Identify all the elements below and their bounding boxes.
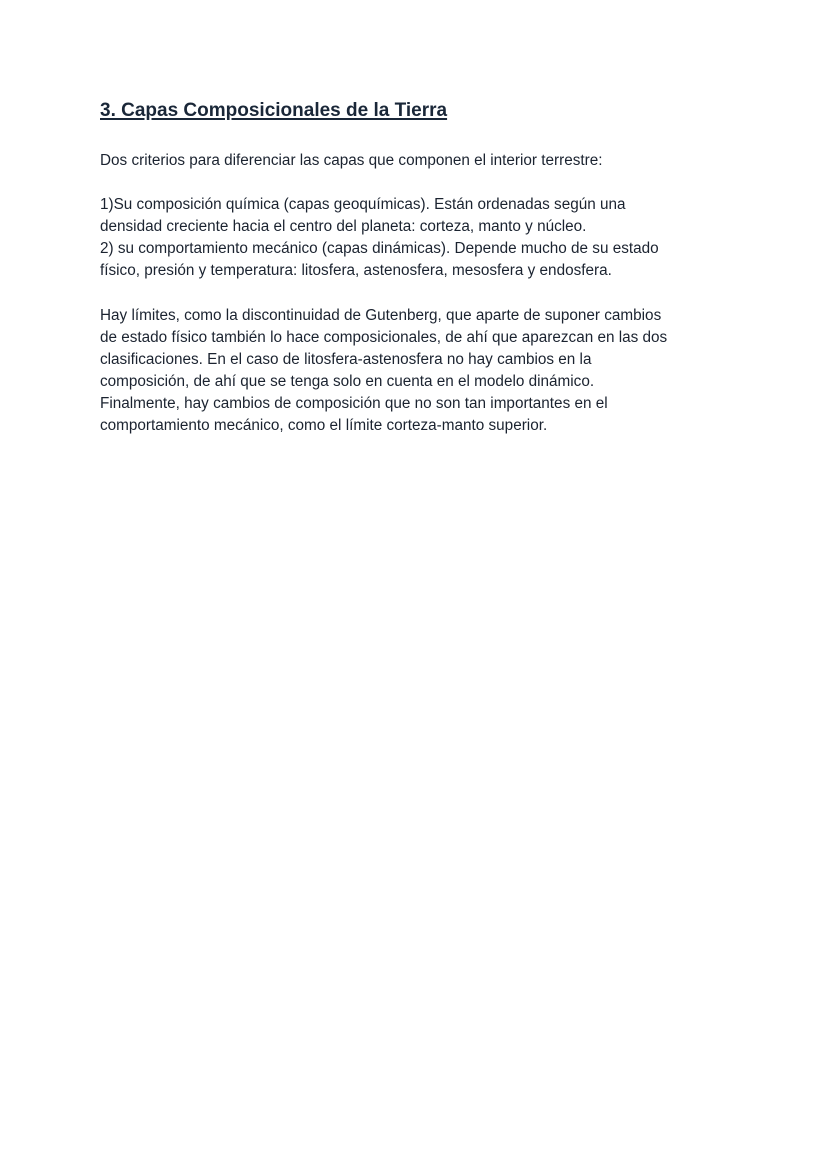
section-heading: 3. Capas Composicionales de la Tierra — [100, 100, 448, 121]
text-line: Hay límites, como la discontinuidad de Gutenberg, que aparte de suponer cambios — [100, 307, 662, 324]
text-line: Finalmente, hay cambios de composición que no son tan importantes en el — [100, 395, 608, 412]
text-line: clasificaciones. En el caso de litosfera-astenosfera no hay cambios en la — [100, 351, 592, 368]
text-line: comportamiento mecánico, como el límite corteza-manto superior. — [100, 417, 548, 434]
text-line: 2) su comportamiento mecánico (capas dinámicas). Depende mucho de su estado — [100, 240, 659, 257]
text-line: composición, de ahí que se tenga solo en cuenta en el modelo dinámico. — [100, 373, 595, 390]
text-line: de estado físico también lo hace composicionales, de ahí que aparezcan en las dos — [100, 329, 668, 346]
limits-paragraph — [100, 305, 667, 437]
text-line: físico, presión y temperatura: litosfera, astenosfera, mesosfera y endosfera. — [100, 262, 612, 279]
criteria-paragraph — [100, 194, 659, 282]
text-line: Dos criterios para diferenciar las capas que componen el interior terrestre: — [100, 152, 603, 169]
text-line: densidad creciente hacia el centro del planeta: corteza, manto y núcleo. — [100, 218, 587, 235]
text-line: 1)Su composición química (capas geoquímicas). Están ordenadas según una — [100, 196, 626, 213]
intro-paragraph — [100, 150, 602, 172]
